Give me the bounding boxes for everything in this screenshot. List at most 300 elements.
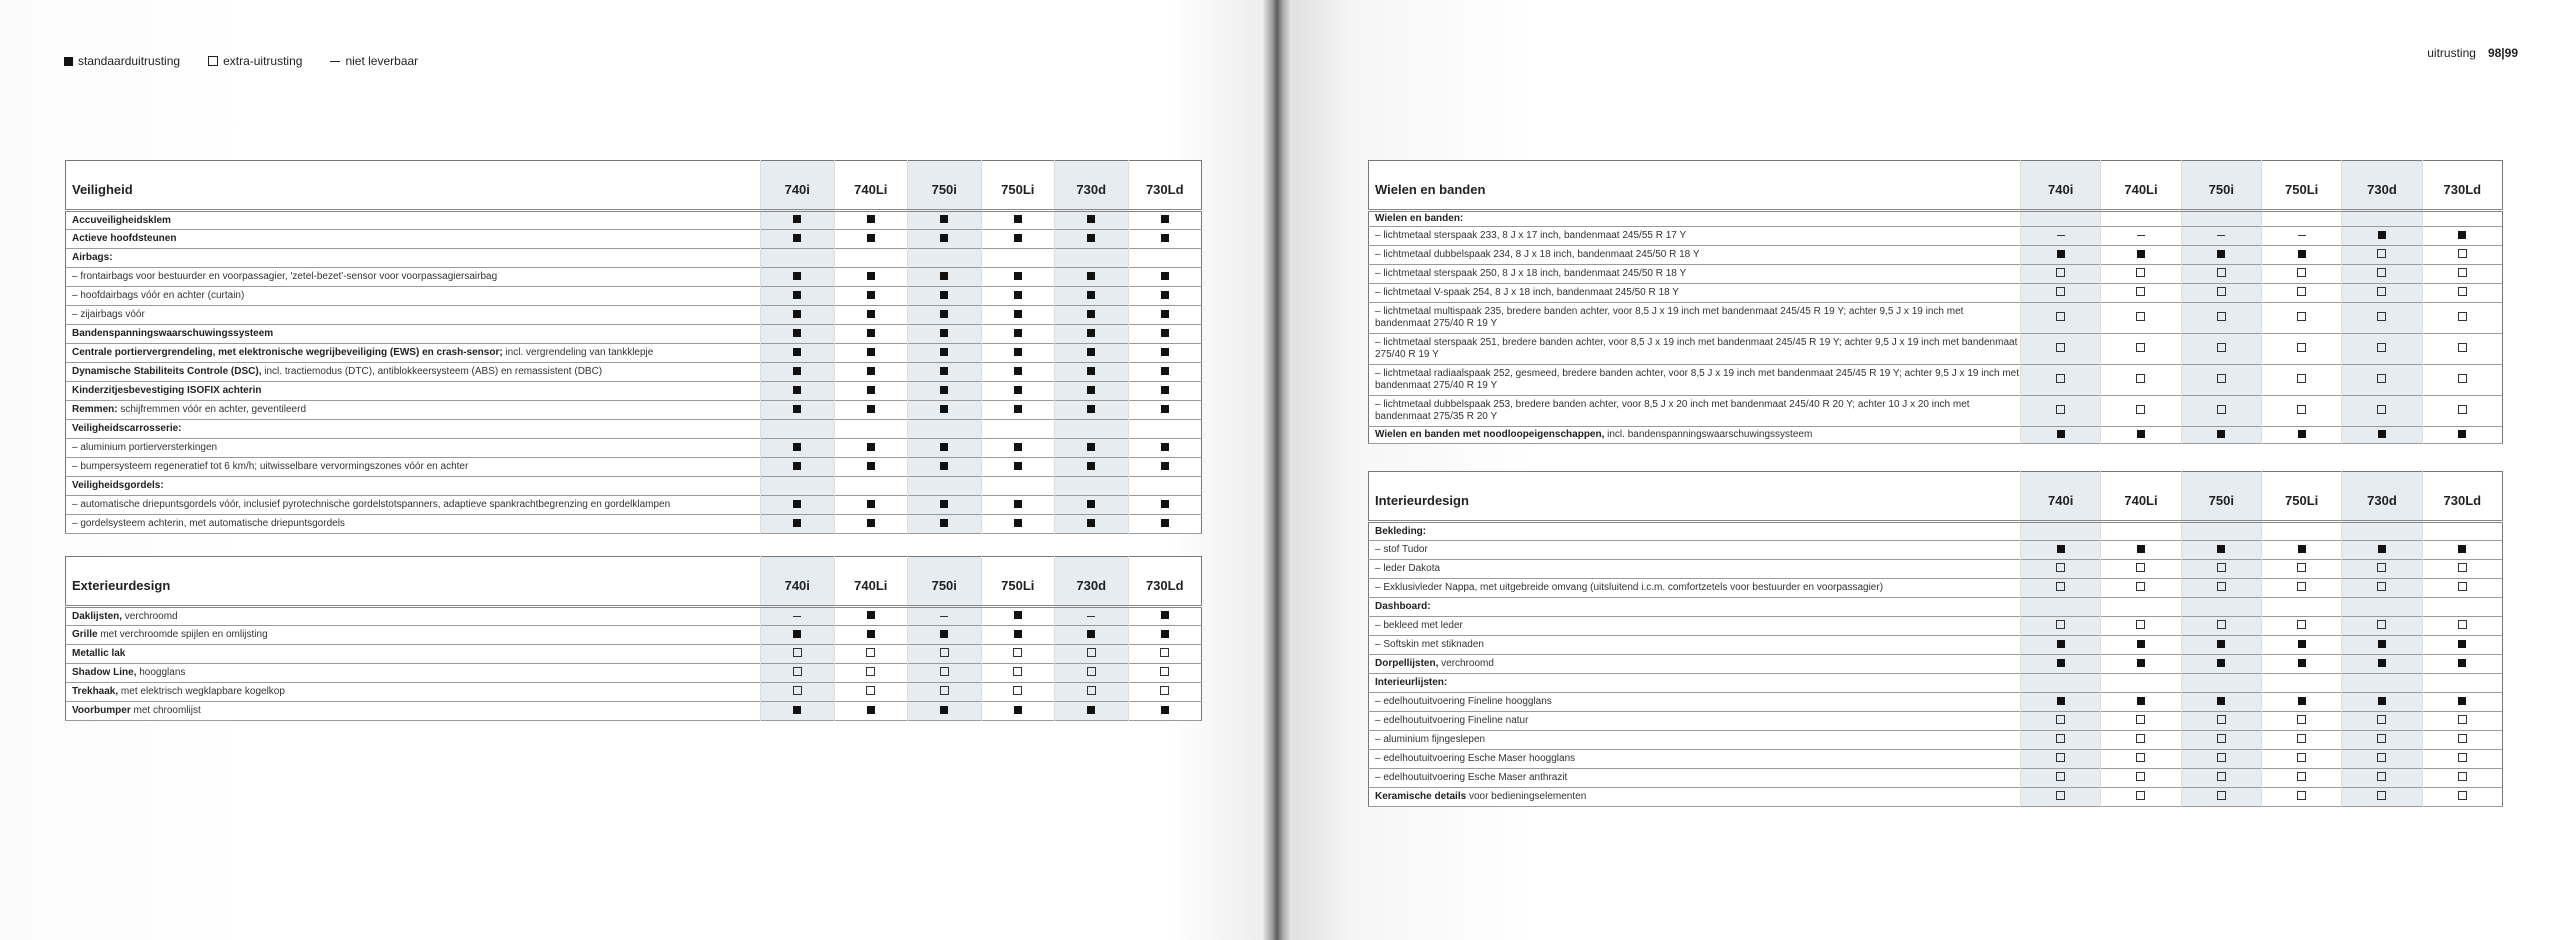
availability-cell: [981, 287, 1055, 306]
standard-square-icon: [940, 367, 948, 375]
availability-cell: [981, 439, 1055, 458]
optional-square-icon: [2056, 343, 2065, 352]
row-label: [66, 420, 761, 439]
availability-cell: [2261, 579, 2341, 598]
optional-square-icon: [2377, 772, 2386, 781]
optional-square-icon: [2056, 374, 2065, 383]
page-number: 98|99: [2487, 46, 2518, 60]
row-label: [1369, 674, 2021, 693]
optional-square-icon: [2297, 734, 2306, 743]
standard-square-icon: [1087, 443, 1095, 451]
standard-square-icon: [2057, 250, 2065, 258]
standard-square-icon: [1161, 215, 1169, 223]
standard-square-icon: [867, 367, 875, 375]
standard-square-icon: [2137, 545, 2145, 553]
availability-cell: [2422, 334, 2502, 365]
table-header-row: [1369, 161, 2503, 211]
availability-cell: [2342, 674, 2422, 693]
availability-cell: [834, 401, 908, 420]
optional-square-icon: [2056, 563, 2065, 572]
standard-square-icon: [1014, 519, 1022, 527]
availability-cell: [2181, 693, 2261, 712]
availability-cell: [761, 645, 835, 664]
interior-design-table: [1368, 471, 2503, 807]
row-label: [66, 496, 761, 515]
standard-square-icon: [1161, 291, 1169, 299]
availability-cell: [981, 645, 1055, 664]
model-header: 740Li: [834, 161, 908, 211]
row-label-text: met elektrisch wegklapbare kogelkop: [118, 686, 285, 697]
row-label: [66, 344, 761, 363]
optional-square-icon: [2377, 287, 2386, 296]
availability-cell: [2101, 560, 2181, 579]
standard-square-icon: [2217, 659, 2225, 667]
availability-cell: [981, 683, 1055, 702]
availability-cell: [1128, 439, 1202, 458]
row-label: [1369, 427, 2021, 444]
availability-cell: [2422, 522, 2502, 541]
availability-cell: [2021, 712, 2101, 731]
optional-square-icon: [2136, 620, 2145, 629]
availability-cell: [1128, 664, 1202, 683]
optional-square-icon: [2056, 312, 2065, 321]
availability-cell: [2101, 334, 2181, 365]
availability-cell: [981, 496, 1055, 515]
row-label-text: – lichtmetaal V-spaak 254, 8 J x 18 inch, bandenmaat 245/50 R 18 Y: [1375, 287, 1679, 298]
availability-cell: [2342, 788, 2422, 807]
availability-cell: [908, 607, 982, 626]
standard-square-icon: [2458, 640, 2466, 648]
table-row: [1369, 674, 2503, 693]
standard-square-icon: [793, 519, 801, 527]
table-row: [66, 607, 1202, 626]
optional-square-icon: [2458, 343, 2467, 352]
availability-cell: [2342, 693, 2422, 712]
standard-square-icon: [940, 272, 948, 280]
table-row: [1369, 246, 2503, 265]
availability-cell: [834, 439, 908, 458]
availability-cell: [2181, 579, 2261, 598]
availability-cell: [2342, 579, 2422, 598]
standard-square-icon: [1087, 234, 1095, 242]
availability-cell: [2422, 211, 2502, 227]
table-row: [1369, 636, 2503, 655]
row-label-bold: Wielen en banden met noodloopeigenschappen,: [1375, 429, 1605, 440]
standard-square-icon: [940, 706, 948, 714]
row-label: [1369, 769, 2021, 788]
optional-square-icon: [2458, 734, 2467, 743]
row-label-text: – aluminium fijngeslepen: [1375, 734, 1486, 745]
availability-cell: [2101, 655, 2181, 674]
availability-cell: [908, 306, 982, 325]
standard-square-icon: [867, 706, 875, 714]
standard-square-icon: [1161, 329, 1169, 337]
optional-square-icon: [2458, 563, 2467, 572]
availability-cell: [2021, 560, 2101, 579]
standard-square-icon: [940, 405, 948, 413]
standard-square-icon: [940, 234, 948, 242]
optional-square-icon: [2056, 772, 2065, 781]
standard-square-icon: [2458, 659, 2466, 667]
standard-square-icon: [867, 630, 875, 638]
optional-square-icon: [2297, 405, 2306, 414]
availability-cell: [2261, 211, 2341, 227]
availability-cell: [1128, 496, 1202, 515]
availability-cell: [1128, 363, 1202, 382]
availability-cell: [908, 702, 982, 721]
legend-not-available: [330, 54, 418, 68]
optional-square-icon: [2217, 343, 2226, 352]
standard-square-icon: [2458, 231, 2466, 239]
availability-cell: [2342, 560, 2422, 579]
row-label-bold: Centrale portiervergrendeling, met elektronische wegrijbeveiliging (EWS) en crash-sensor;: [72, 347, 503, 358]
availability-cell: [2181, 769, 2261, 788]
availability-cell: [2181, 522, 2261, 541]
availability-cell: [981, 702, 1055, 721]
availability-cell: [981, 325, 1055, 344]
availability-cell: [2261, 303, 2341, 334]
optional-square-icon: [1087, 686, 1096, 695]
availability-cell: [834, 458, 908, 477]
availability-cell: [2021, 598, 2101, 617]
availability-cell: [981, 344, 1055, 363]
model-header: 730d: [1055, 161, 1129, 211]
availability-cell: [1055, 645, 1129, 664]
row-label: [66, 515, 761, 534]
optional-square-icon: [2377, 343, 2386, 352]
row-label: [1369, 598, 2021, 617]
section-title: Veiligheid: [66, 161, 761, 211]
model-header: 730Ld: [2422, 472, 2502, 522]
row-label: [1369, 522, 2021, 541]
row-label: [1369, 284, 2021, 303]
availability-cell: [2101, 769, 2181, 788]
availability-cell: [2181, 284, 2261, 303]
availability-cell: [908, 515, 982, 534]
table-row: [1369, 712, 2503, 731]
standard-square-icon: [1014, 215, 1022, 223]
optional-square-icon: [2217, 405, 2226, 414]
availability-cell: [1128, 683, 1202, 702]
row-label: [1369, 227, 2021, 246]
availability-cell: [2261, 617, 2341, 636]
optional-square-icon: [2458, 268, 2467, 277]
dash-icon: [330, 61, 340, 62]
availability-cell: [2101, 211, 2181, 227]
availability-cell: [834, 645, 908, 664]
availability-cell: [2422, 788, 2502, 807]
standard-square-icon: [2378, 430, 2386, 438]
standard-square-icon: [867, 291, 875, 299]
availability-cell: [2101, 365, 2181, 396]
standard-square-icon: [2298, 250, 2306, 258]
standard-square-icon: [940, 519, 948, 527]
optional-square-icon: [1160, 667, 1169, 676]
standard-square-icon: [1087, 215, 1095, 223]
table-row: [66, 496, 1202, 515]
row-label-text: – Exklusivleder Nappa, met uitgebreide omvang (uitsluitend i.c.m. comfortzetels voor bestuurder en voorpassagier): [1375, 582, 1884, 593]
row-label-text: – bumpersysteem regeneratief tot 6 km/h; uitwisselbare vervormingszones vóór en achter: [72, 461, 469, 472]
availability-cell: [1055, 287, 1129, 306]
standard-square-icon: [867, 329, 875, 337]
standard-square-icon: [2298, 659, 2306, 667]
optional-square-icon: [2458, 374, 2467, 383]
availability-cell: [2422, 365, 2502, 396]
model-header: 740Li: [834, 557, 908, 607]
standard-square-icon: [2378, 545, 2386, 553]
standard-square-icon: [1087, 348, 1095, 356]
availability-cell: [2021, 636, 2101, 655]
availability-cell: [2261, 365, 2341, 396]
model-header: 750i: [2181, 161, 2261, 211]
availability-cell: [2422, 693, 2502, 712]
standard-square-icon: [2378, 697, 2386, 705]
availability-cell: [981, 268, 1055, 287]
standard-square-icon: [1087, 310, 1095, 318]
standard-square-icon: [1087, 291, 1095, 299]
not-available-dash-icon: [1087, 616, 1095, 617]
standard-square-icon: [1161, 500, 1169, 508]
optional-square-icon: [2136, 772, 2145, 781]
model-header: 730Ld: [1128, 557, 1202, 607]
availability-cell: [2181, 427, 2261, 444]
availability-cell: [1055, 363, 1129, 382]
availability-cell: [2261, 396, 2341, 427]
standard-square-icon: [867, 310, 875, 318]
standard-square-icon: [1161, 630, 1169, 638]
table-row: [66, 626, 1202, 645]
optional-square-icon: [2377, 268, 2386, 277]
table-row: [1369, 303, 2503, 334]
availability-cell: [2342, 427, 2422, 444]
standard-square-icon: [1014, 405, 1022, 413]
availability-cell: [2021, 579, 2101, 598]
not-available-dash-icon: [2057, 235, 2065, 236]
availability-cell: [1055, 515, 1129, 534]
section-title: Interieurdesign: [1369, 472, 2021, 522]
row-label-text: – gordelsysteem achterin, met automatische driepuntsgordels: [72, 518, 345, 529]
optional-square-icon: [793, 686, 802, 695]
availability-cell: [2342, 541, 2422, 560]
availability-cell: [2342, 265, 2422, 284]
availability-cell: [2021, 365, 2101, 396]
table-row: [1369, 769, 2503, 788]
row-label: [66, 268, 761, 287]
availability-cell: [908, 477, 982, 496]
standard-square-icon: [1161, 611, 1169, 619]
availability-cell: [908, 344, 982, 363]
availability-cell: [908, 664, 982, 683]
availability-cell: [2342, 365, 2422, 396]
availability-cell: [834, 626, 908, 645]
legend-optional: [208, 54, 302, 68]
availability-cell: [2422, 265, 2502, 284]
model-header: 740i: [2021, 161, 2101, 211]
optional-square-icon: [2056, 268, 2065, 277]
availability-cell: [1055, 477, 1129, 496]
optional-square-icon: [2458, 772, 2467, 781]
row-label: [1369, 334, 2021, 365]
standard-square-icon: [793, 348, 801, 356]
standard-square-icon: [1161, 310, 1169, 318]
availability-cell: [834, 607, 908, 626]
row-label: [66, 230, 761, 249]
standard-square-icon: [793, 234, 801, 242]
table-row: [66, 363, 1202, 382]
availability-cell: [761, 515, 835, 534]
row-label-bold: Veiligheidsgordels:: [72, 480, 164, 491]
optional-square-icon: [2056, 620, 2065, 629]
table-row: [1369, 579, 2503, 598]
availability-cell: [2422, 712, 2502, 731]
model-header: 750Li: [981, 161, 1055, 211]
availability-cell: [2261, 636, 2341, 655]
standard-square-icon: [1161, 519, 1169, 527]
availability-cell: [761, 211, 835, 230]
standard-square-icon: [2217, 640, 2225, 648]
availability-cell: [2181, 674, 2261, 693]
availability-cell: [2342, 750, 2422, 769]
availability-cell: [1055, 496, 1129, 515]
availability-cell: [981, 211, 1055, 230]
availability-cell: [2181, 788, 2261, 807]
standard-square-icon: [2137, 430, 2145, 438]
table-row: [1369, 284, 2503, 303]
availability-cell: [2422, 579, 2502, 598]
row-label-text: verchroomd: [1438, 658, 1494, 669]
row-label: [1369, 579, 2021, 598]
row-label-text: – aluminium portierversterkingen: [72, 442, 218, 453]
availability-cell: [2261, 522, 2341, 541]
availability-cell: [761, 439, 835, 458]
availability-cell: [2422, 674, 2502, 693]
availability-cell: [2261, 769, 2341, 788]
optional-square-icon: [1013, 667, 1022, 676]
optional-square-icon: [2056, 791, 2065, 800]
availability-cell: [761, 287, 835, 306]
table-row: [66, 477, 1202, 496]
standard-square-icon: [1087, 367, 1095, 375]
optional-square-icon: [2377, 582, 2386, 591]
optional-square-icon: [2136, 734, 2145, 743]
optional-square-icon: [2136, 791, 2145, 800]
row-label-bold: Airbags:: [72, 252, 113, 263]
row-label-bold: Grille: [72, 629, 98, 640]
availability-cell: [834, 477, 908, 496]
empty-square-icon: [208, 56, 218, 66]
availability-cell: [981, 363, 1055, 382]
table-row: [1369, 265, 2503, 284]
optional-square-icon: [2136, 563, 2145, 572]
standard-square-icon: [867, 462, 875, 470]
standard-square-icon: [2378, 640, 2386, 648]
optional-square-icon: [2297, 620, 2306, 629]
table-row: [1369, 396, 2503, 427]
standard-square-icon: [793, 462, 801, 470]
optional-square-icon: [2217, 582, 2226, 591]
row-label: [66, 626, 761, 645]
optional-square-icon: [1087, 667, 1096, 676]
standard-square-icon: [1087, 329, 1095, 337]
availability-cell: [908, 268, 982, 287]
row-label: [66, 477, 761, 496]
availability-cell: [834, 664, 908, 683]
row-label-text: – leder Dakota: [1375, 563, 1441, 574]
table-row: [1369, 788, 2503, 807]
row-label: [1369, 560, 2021, 579]
availability-cell: [2342, 769, 2422, 788]
optional-square-icon: [2377, 715, 2386, 724]
row-label-text: – hoofdairbags vóór en achter (curtain): [72, 290, 245, 301]
standard-square-icon: [2378, 659, 2386, 667]
not-available-dash-icon: [2217, 235, 2225, 236]
availability-cell: [1128, 477, 1202, 496]
standard-square-icon: [2057, 545, 2065, 553]
availability-cell: [2342, 246, 2422, 265]
availability-cell: [834, 702, 908, 721]
availability-cell: [2422, 636, 2502, 655]
availability-cell: [761, 607, 835, 626]
row-label: [1369, 246, 2021, 265]
availability-cell: [2181, 211, 2261, 227]
standard-square-icon: [1014, 310, 1022, 318]
standard-square-icon: [2217, 545, 2225, 553]
row-label-bold: Bekleding:: [1375, 525, 1427, 537]
availability-cell: [2021, 522, 2101, 541]
standard-square-icon: [1014, 706, 1022, 714]
standard-square-icon: [1014, 443, 1022, 451]
optional-square-icon: [2458, 287, 2467, 296]
availability-cell: [2342, 396, 2422, 427]
page-section-label: uitrusting: [2427, 46, 2476, 60]
standard-square-icon: [1161, 234, 1169, 242]
availability-cell: [761, 683, 835, 702]
availability-cell: [2422, 427, 2502, 444]
availability-cell: [2181, 265, 2261, 284]
not-available-dash-icon: [2298, 235, 2306, 236]
availability-cell: [908, 683, 982, 702]
table-header-row: [66, 161, 1202, 211]
availability-cell: [2021, 731, 2101, 750]
standard-square-icon: [1087, 462, 1095, 470]
row-label: [1369, 265, 2021, 284]
row-label: [66, 683, 761, 702]
standard-square-icon: [940, 500, 948, 508]
availability-cell: [2181, 712, 2261, 731]
availability-cell: [2021, 750, 2101, 769]
availability-cell: [2181, 396, 2261, 427]
availability-cell: [834, 363, 908, 382]
table-row: [66, 683, 1202, 702]
standard-square-icon: [1161, 443, 1169, 451]
row-label: [66, 458, 761, 477]
availability-cell: [2261, 227, 2341, 246]
standard-square-icon: [867, 611, 875, 619]
availability-cell: [834, 344, 908, 363]
optional-square-icon: [2297, 268, 2306, 277]
standard-square-icon: [940, 348, 948, 356]
availability-cell: [2101, 693, 2181, 712]
availability-cell: [761, 496, 835, 515]
standard-square-icon: [1014, 348, 1022, 356]
legend-optional-label: extra-uitrusting: [223, 54, 303, 68]
availability-cell: [2422, 284, 2502, 303]
availability-cell: [2261, 712, 2341, 731]
standard-square-icon: [2137, 250, 2145, 258]
optional-square-icon: [2217, 268, 2226, 277]
availability-cell: [1128, 287, 1202, 306]
optional-square-icon: [2297, 772, 2306, 781]
